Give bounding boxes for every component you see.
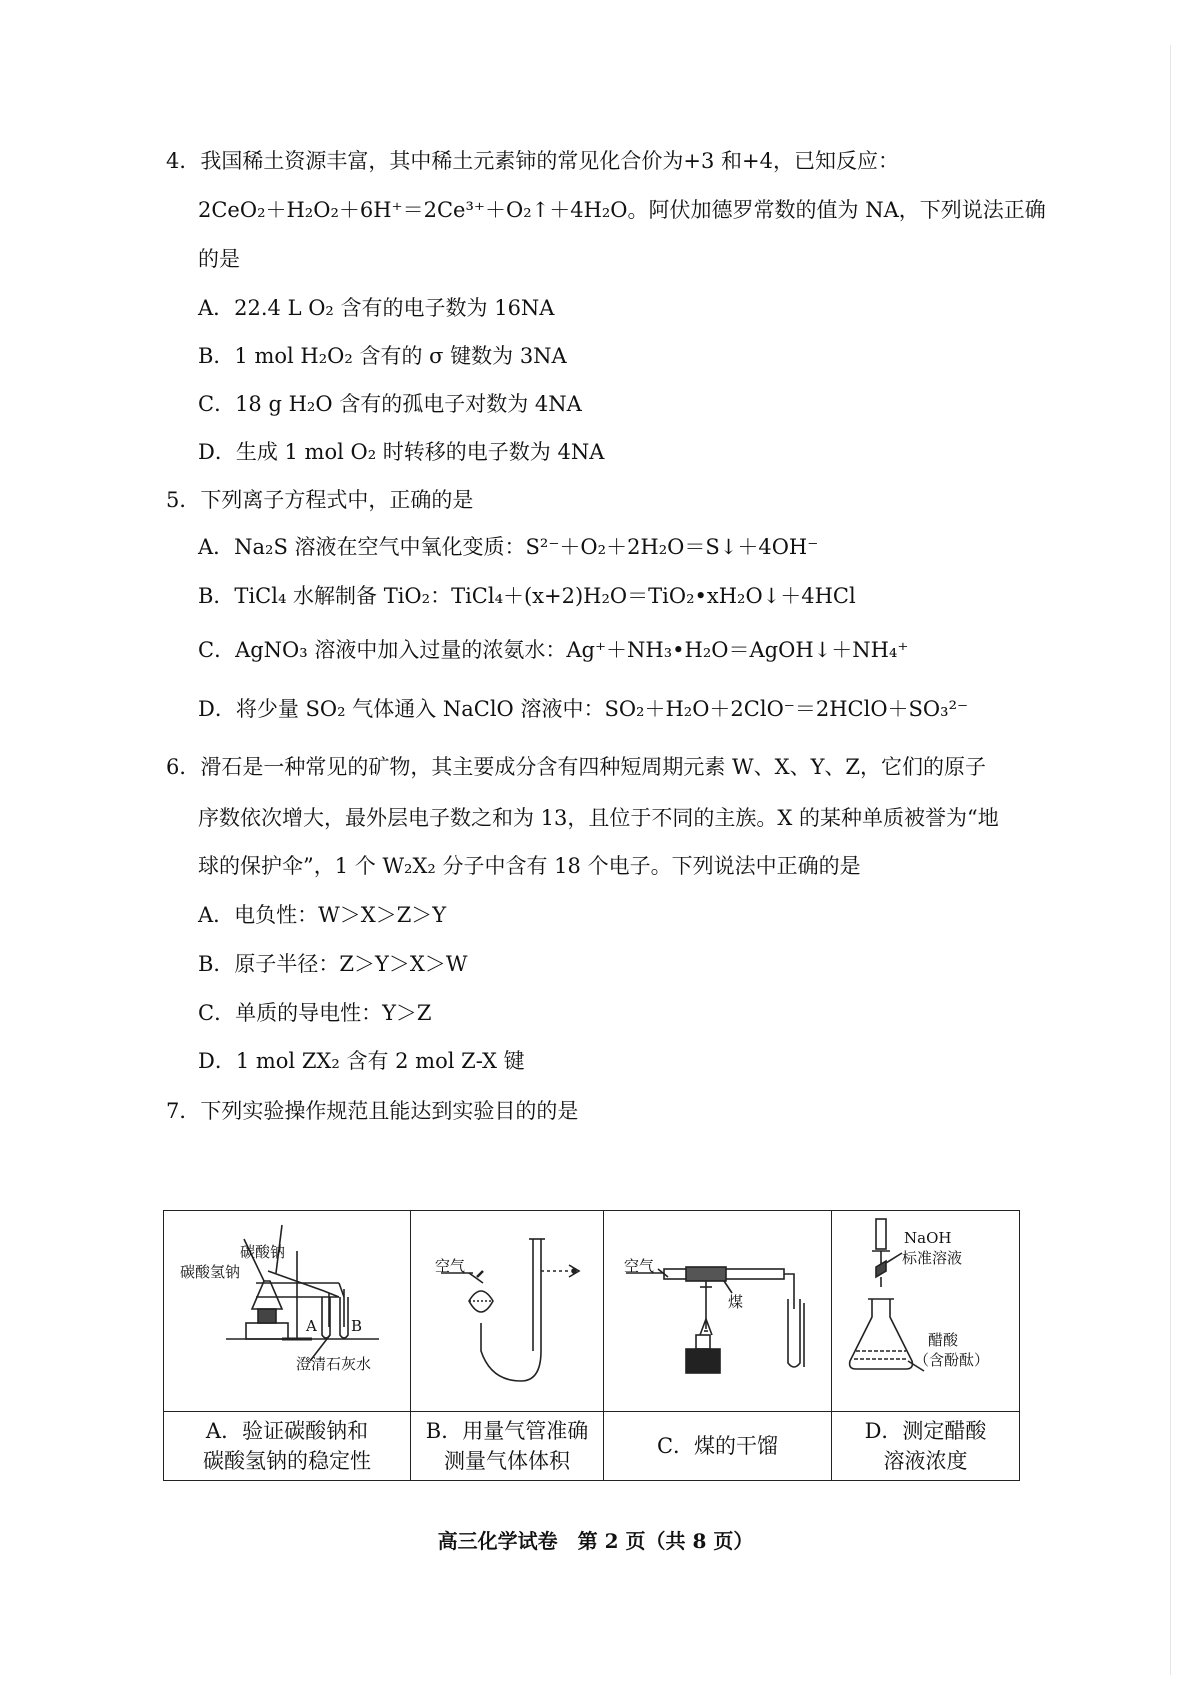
question-4-option-c: C．18 g H₂O 含有的孤电子对数为 4NA [198, 392, 582, 416]
question-4-stem-line-1: 4．我国稀土资源丰富，其中稀土元素铈的常见化合价为+3 和+4，已知反应： [166, 149, 899, 173]
heating-apparatus-diagram [164, 1211, 411, 1411]
gas-burette-diagram [411, 1211, 604, 1411]
caption-b [411, 1412, 604, 1481]
caption-a-line-1: A．验证碳酸钠和 [205, 1419, 369, 1443]
question-6-option-d: D．1 mol ZX₂ 含有 2 mol Z-X 键 [198, 1049, 525, 1073]
question-5-stem: 5．下列离子方程式中，正确的是 [166, 488, 474, 512]
question-4-stem-line-3: 的是 [198, 247, 240, 271]
figure-b [411, 1211, 604, 1412]
question-6-stem-line-2: 序数依次增大，最外层电子数之和为 13，且位于不同的主族。X 的某种单质被誉为“地 [198, 806, 999, 830]
question-6-stem-line-3: 球的保护伞”，1 个 W₂X₂ 分子中含有 18 个电子。下列说法中正确的是 [198, 854, 861, 878]
label-phenolphthalein: （含酚酞） [914, 1351, 990, 1369]
caption-a-line-2: 碳酸氢钠的稳定性 [203, 1449, 371, 1473]
question-5-option-a: A．Na₂S 溶液在空气中氧化变质：S²⁻＋O₂＋2H₂O＝S↓＋4OH⁻ [198, 535, 819, 559]
figure-a [164, 1211, 411, 1412]
question-5-option-b: B．TiCl₄ 水解制备 TiO₂：TiCl₄＋(x+2)H₂O＝TiO₂•xH₂O↓＋4HCl [198, 584, 856, 608]
caption-c [604, 1412, 832, 1481]
question-7-stem: 7．下列实验操作规范且能达到实验目的的是 [166, 1099, 579, 1123]
label-tube-a: A [306, 1317, 317, 1335]
question-5-option-d: D．将少量 SO₂ 气体通入 NaClO 溶液中：SO₂＋H₂O＋2ClO⁻＝2HClO＋SO₃²⁻ [198, 697, 969, 721]
label-coal: 煤 [728, 1293, 744, 1311]
question-6-option-b: B．原子半径：Z＞Y＞X＞W [198, 952, 468, 976]
label-air-b: 空气 [435, 1257, 466, 1275]
caption-b-line-2: 测量气体体积 [444, 1449, 570, 1473]
question-6-option-c: C．单质的导电性：Y＞Z [198, 1001, 432, 1025]
coal-distillation-diagram [604, 1211, 832, 1411]
caption-d-line-1: D．测定醋酸 [864, 1419, 987, 1443]
page-edge [1170, 45, 1171, 1675]
question-6-option-a: A．电负性：W＞X＞Z＞Y [198, 903, 447, 927]
caption-c-line-1: C．煤的干馏 [656, 1434, 779, 1458]
question-4-option-b: B．1 mol H₂O₂ 含有的 σ 键数为 3NA [198, 344, 567, 368]
caption-a [164, 1412, 411, 1481]
question-4-option-d: D．生成 1 mol O₂ 时转移的电子数为 4NA [198, 440, 605, 464]
question-4-stem-line-2: 2CeO₂＋H₂O₂＋6H⁺＝2Ce³⁺＋O₂↑＋4H₂O。阿伏加德罗常数的值为 NA，下列说法正确 [198, 198, 1046, 222]
figure-d [832, 1211, 1020, 1412]
caption-d-line-2: 溶液浓度 [883, 1449, 968, 1473]
label-sodium-bicarbonate: 碳酸氢钠 [180, 1263, 241, 1281]
question-5-option-c: C．AgNO₃ 溶液中加入过量的浓氨水：Ag⁺＋NH₃•H₂O＝AgOH↓＋NH₄⁺ [198, 638, 909, 662]
label-limewater: 澄清石灰水 [296, 1355, 372, 1373]
experiment-table [163, 1210, 1020, 1481]
question-6-stem-line-1: 6．滑石是一种常见的矿物，其主要成分含有四种短周期元素 W、X、Y、Z，它们的原子 [166, 755, 987, 779]
figure-c [604, 1211, 832, 1412]
caption-b-line-1: B．用量气管准确 [425, 1419, 589, 1443]
label-tube-b: B [351, 1317, 363, 1335]
question-4-option-a: A．22.4 L O₂ 含有的电子数为 16NA [198, 296, 555, 320]
page-footer: 高三化学试卷 第 2 页（共 8 页） [437, 1529, 754, 1553]
label-sodium-carbonate: 碳酸钠 [240, 1243, 286, 1261]
label-naoh: NaOH [904, 1229, 952, 1247]
caption-d [832, 1412, 1020, 1481]
label-air-c: 空气 [624, 1257, 655, 1275]
label-acetic-acid: 醋酸 [928, 1331, 959, 1349]
label-standard-solution: 标准溶液 [902, 1249, 963, 1267]
